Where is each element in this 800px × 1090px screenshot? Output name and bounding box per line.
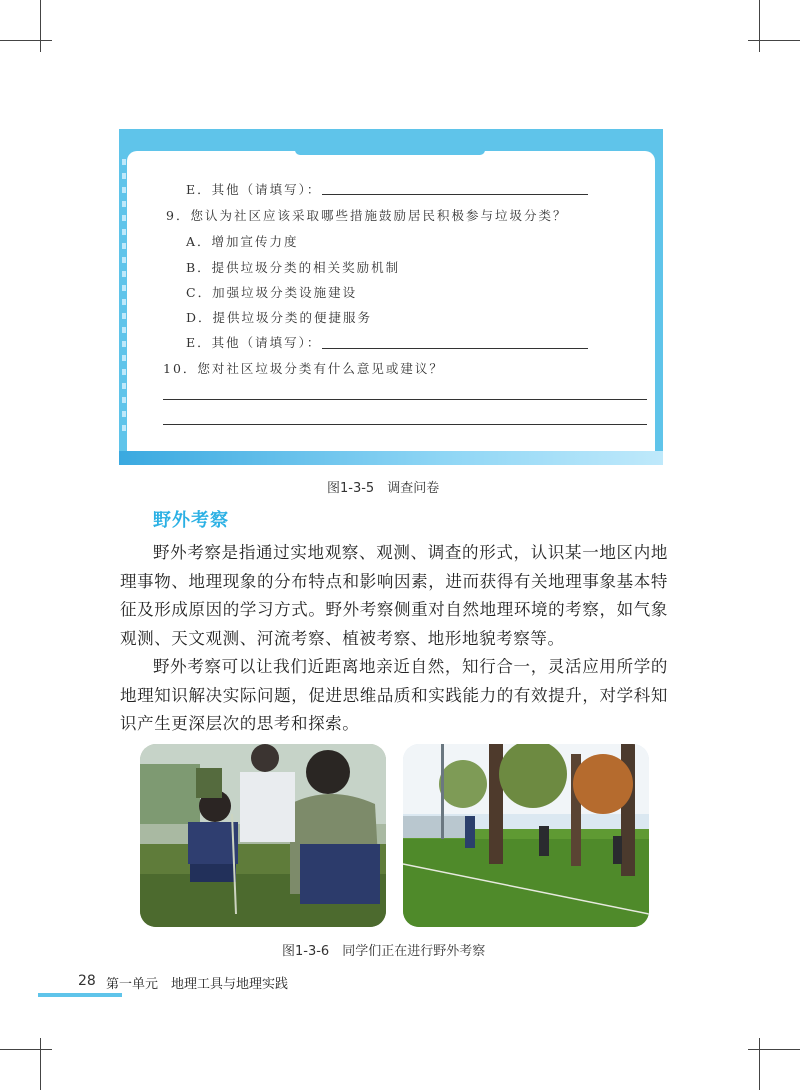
body-paragraph: 野外考察是指通过实地观察、观测、调查的形式，认识某一地区内地理事物、地理现象的分布特点和影响因素，进而获得有关地理事象基本特征及形成原因的学习方式。野外考察侧重对自然地理环境的考察，如气象观测、天文观测、河流考察、植被考察、地形地貌考察等。 — [120, 543, 668, 648]
panel-bottom-stripe — [119, 451, 663, 465]
page-number: 28 — [78, 973, 96, 989]
answer-blank-line — [163, 424, 647, 425]
answer-blank-line — [322, 348, 588, 349]
question-line: 10．您对社区垃圾分类有什么意见或建议？ — [163, 361, 444, 376]
answer-blank-line — [163, 399, 647, 400]
question-option-line: A．增加宣传力度 — [186, 234, 299, 249]
field-trip-photo — [403, 744, 649, 927]
question-line: 9．您认为社区应该采取哪些措施鼓励居民积极参与垃圾分类？ — [166, 208, 568, 223]
field-trip-photo — [140, 744, 386, 927]
body-paragraph: 野外考察可以让我们近距离地亲近自然，知行合一，灵活应用所学的地理知识解决实际问题，促进思维品质和实践能力的有效提升，对学科知识产生更深层次的思考和探索。 — [120, 657, 668, 733]
figure-caption: 图1-3-5 调查问卷 — [327, 481, 440, 496]
question-option-line: D．提供垃圾分类的便捷服务 — [186, 310, 373, 325]
footer-accent-bar — [38, 993, 122, 997]
question-option-line: E．其他（请填写）： — [186, 182, 322, 197]
figure-caption: 图1-3-6 同学们正在进行野外考察 — [282, 944, 486, 959]
decorative-dashes — [122, 159, 126, 439]
unit-title: 第一单元 地理工具与地理实践 — [106, 977, 289, 992]
panel-tab — [295, 145, 485, 155]
answer-blank-line — [322, 194, 588, 195]
question-option-line: C．加强垃圾分类设施建设 — [186, 285, 358, 300]
question-option-line: E．其他（请填写）： — [186, 335, 322, 350]
question-option-line: B．提供垃圾分类的相关奖励机制 — [186, 260, 401, 275]
section-title: 野外考察 — [153, 510, 229, 531]
